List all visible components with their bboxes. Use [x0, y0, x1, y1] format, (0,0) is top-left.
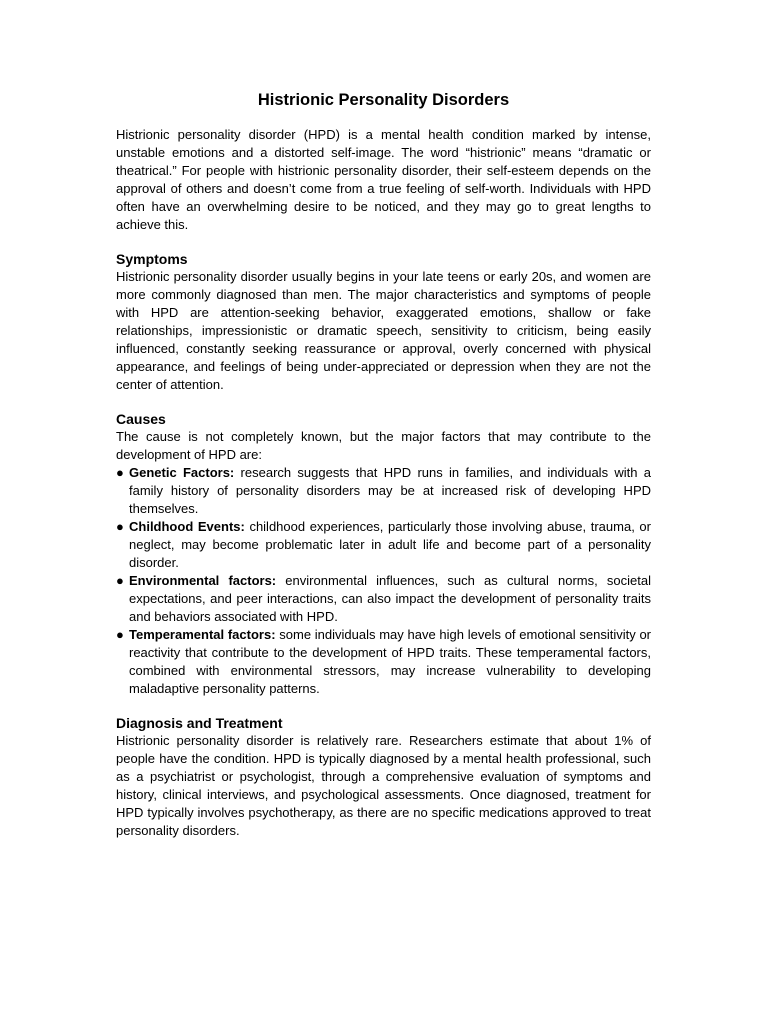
list-item-term: Genetic Factors:	[129, 465, 235, 480]
symptoms-paragraph: Histrionic personality disorder usually begins in your late teens or early 20s, and women are more commonly diagnosed than men. The major characteristics and symptoms of people with HPD are attention-seeking behavior, exaggerated emotions, shallow or fake relationships, impressionistic or dramatic speech, sensitivity to criticism, being easily influenced, constantly seeking reassurance or approval, overly concerned with physical appearance, and feelings of being under-appreciated or depression when they are not the center of attention.	[116, 269, 651, 392]
causes-list	[116, 464, 651, 698]
list-item	[116, 626, 651, 698]
list-item-term: Temperamental factors:	[129, 627, 276, 642]
causes-section	[116, 410, 651, 698]
bullet-icon: ●	[116, 519, 124, 534]
list-item-term: Childhood Events:	[129, 519, 245, 534]
document-page	[116, 88, 651, 840]
list-item	[116, 572, 651, 626]
list-item-text: some individuals may have high levels of emotional sensitivity or reactivity that contribute to the development of HPD traits. These temperamental factors, combined with environmental stressors, may increase vulnerability to developing maladaptive personality patterns.	[129, 627, 652, 696]
symptoms-section	[116, 250, 651, 394]
document-title: Histrionic Personality Disorders	[257, 91, 510, 109]
bullet-icon: ●	[116, 573, 124, 588]
list-item-text: childhood experiences, particularly those involving abuse, trauma, or neglect, may become problematic later in adult life and become part of a personality disorder.	[129, 519, 651, 570]
diagnosis-section	[116, 714, 651, 840]
symptoms-heading: Symptoms	[116, 251, 188, 267]
bullet-icon: ●	[116, 465, 124, 480]
diagnosis-heading: Diagnosis and Treatment	[116, 715, 283, 731]
list-item	[116, 518, 651, 572]
list-item-text: environmental influences, such as cultural norms, societal expectations, and peer interactions, can also impact the development of personality traits and behaviors associated with HPD.	[129, 573, 651, 624]
list-item	[116, 464, 651, 518]
list-item-text: research suggests that HPD runs in families, and individuals with a family history of personality disorders may be at increased risk of developing HPD themselves.	[129, 465, 651, 516]
causes-heading: Causes	[116, 411, 166, 427]
intro-paragraph: Histrionic personality disorder (HPD) is a mental health condition marked by intense, unstable emotions and a distorted self-image. The word “histrionic” means “dramatic or theatrical.” For people with histrionic personality disorder, their self-esteem depends on the approval of others and doesn’t come from a true feeling of self-worth. Individuals with HPD often have an overwhelming desire to be noticed, and they may go to great lengths to achieve this.	[116, 127, 651, 232]
diagnosis-paragraph: Histrionic personality disorder is relatively rare. Researchers estimate that about 1% of people have the condition. HPD is typically diagnosed by a mental health professional, such as a psychiatrist or psychologist, through a comprehensive evaluation of symptoms and history, clinical interviews, and psychological assessments. Once diagnosed, treatment for HPD typically involves psychotherapy, as there are no specific medications approved to treat personality disorders.	[116, 733, 651, 838]
bullet-icon: ●	[116, 627, 124, 642]
list-item-term: Environmental factors:	[129, 573, 277, 588]
causes-paragraph: The cause is not completely known, but the major factors that may contribute to the development of HPD are:	[116, 429, 651, 462]
